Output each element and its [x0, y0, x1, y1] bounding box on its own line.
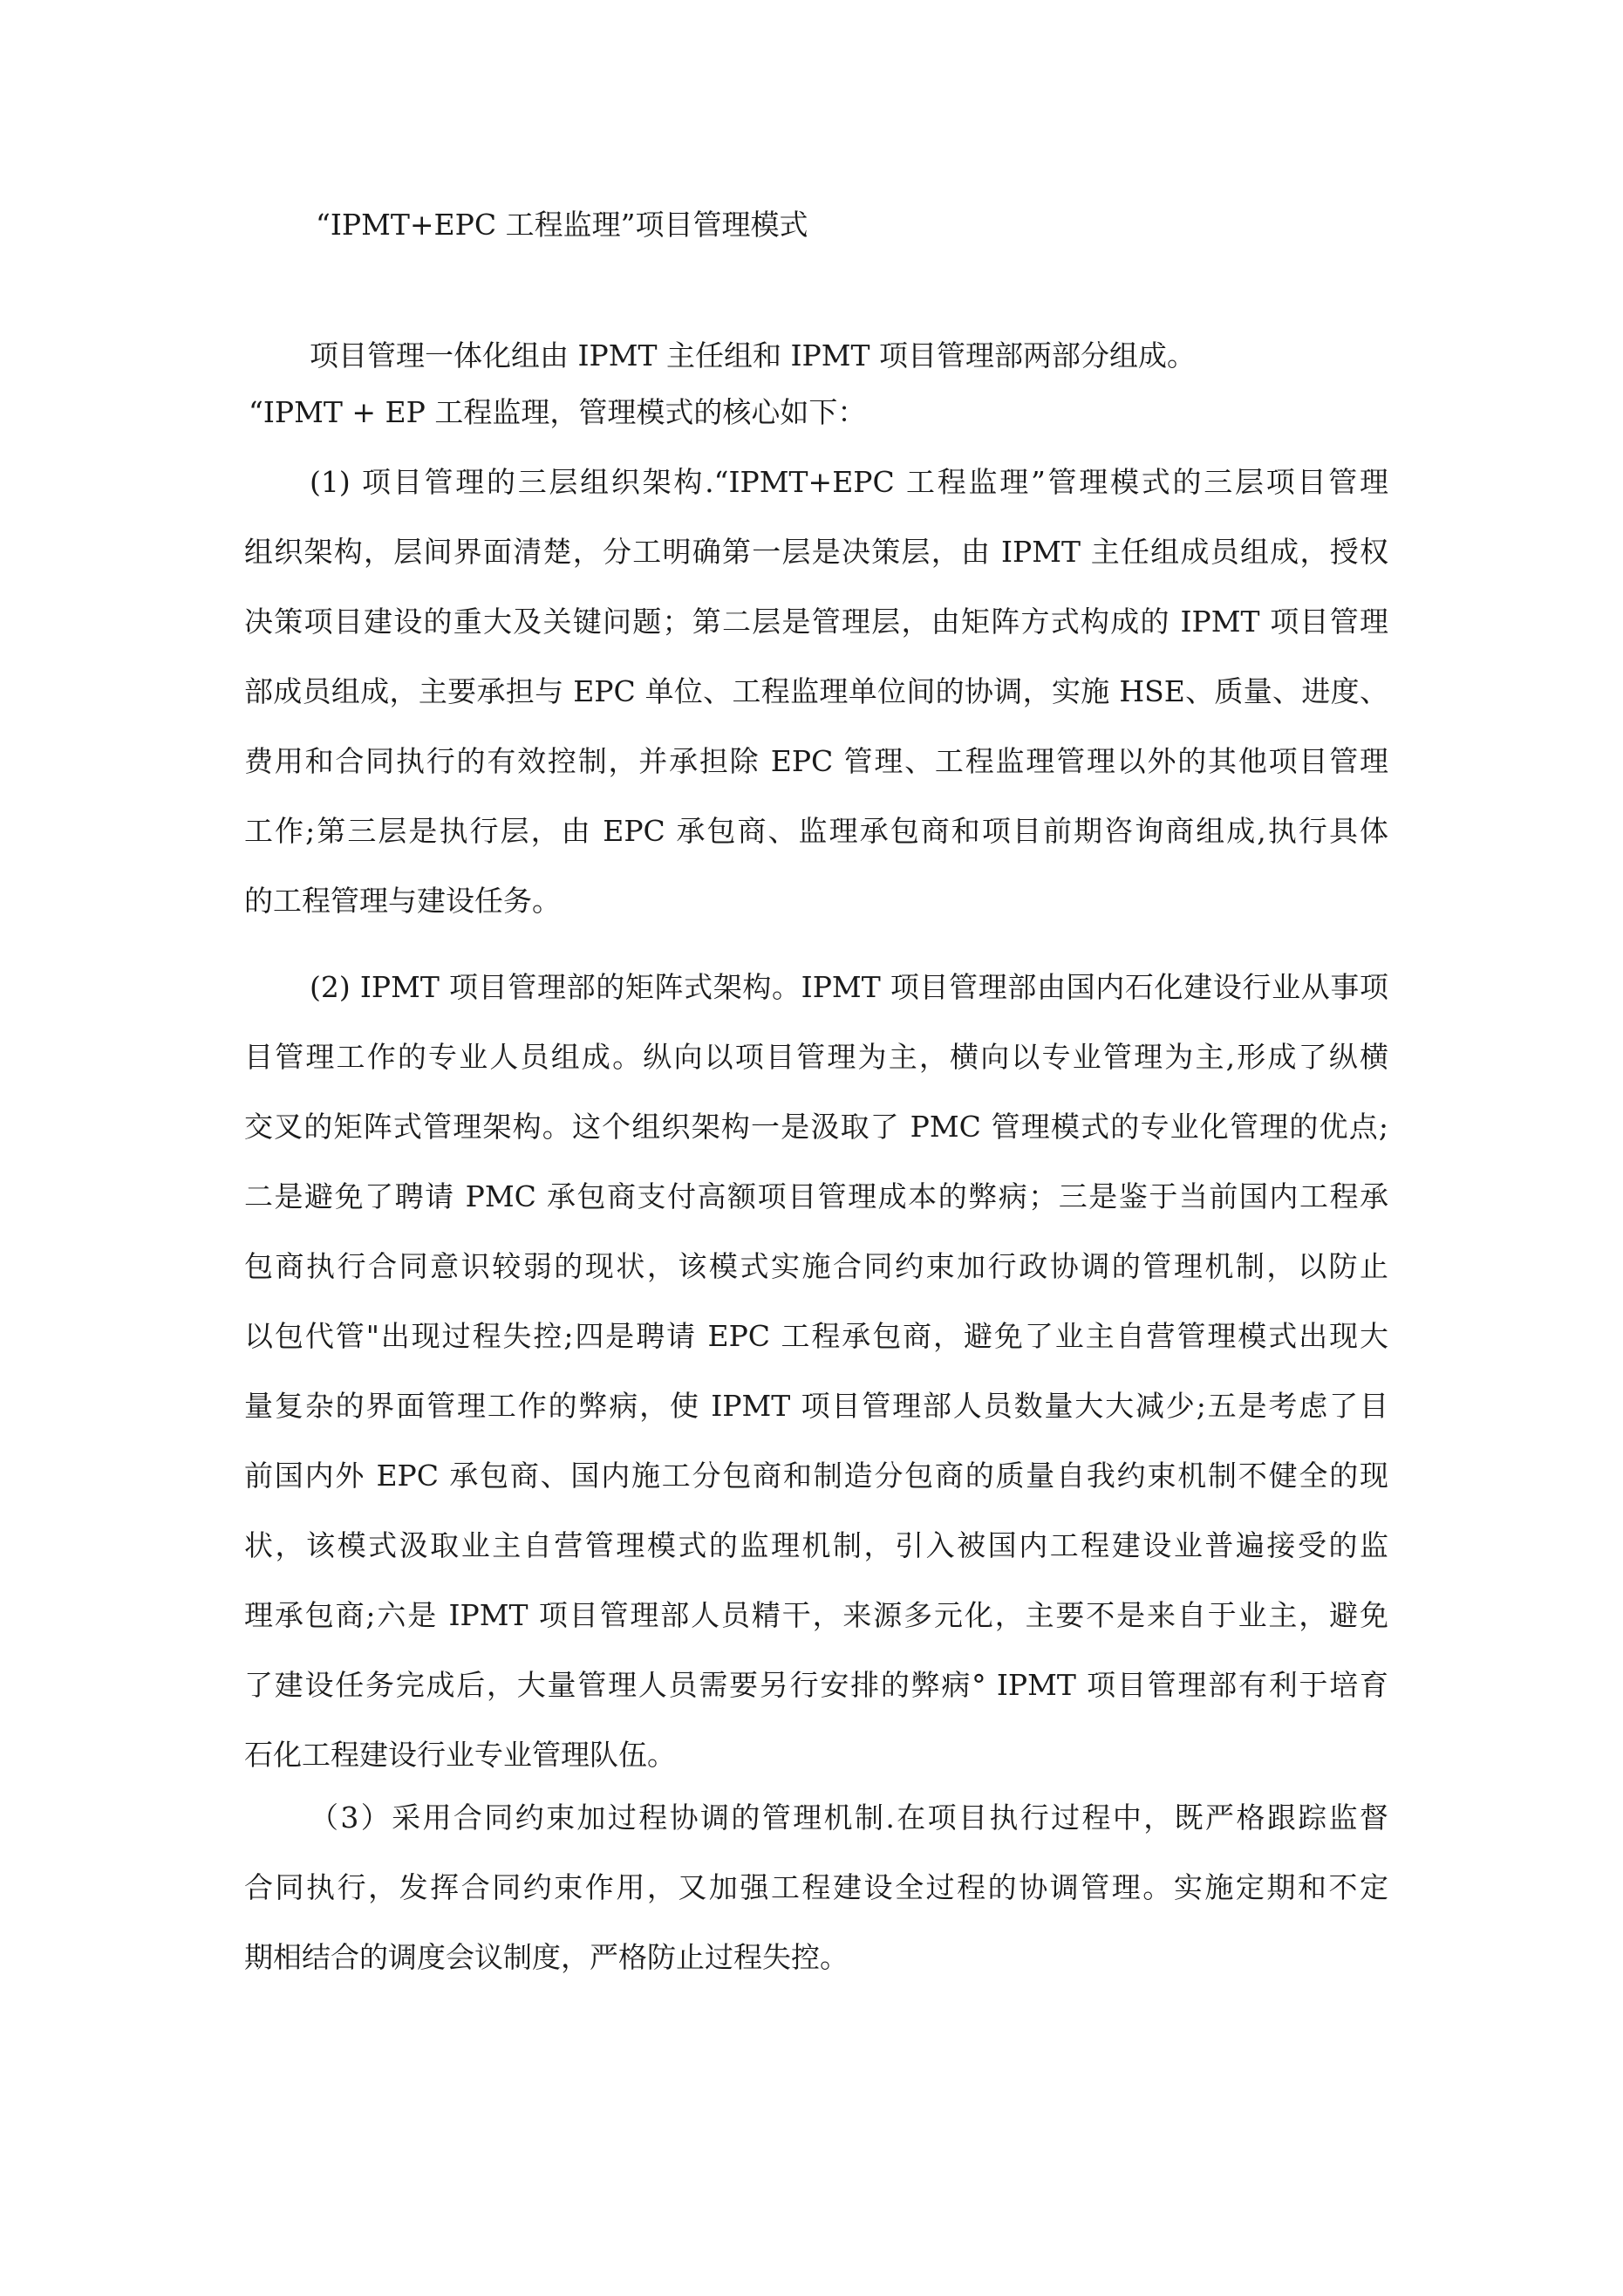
section-2-line: 前国内外 EPC 承包商、国内施工分包商和制造分包商的质量自我约束机制不健全的现	[244, 1459, 1388, 1493]
intro-line-1: 项目管理一体化组由 IPMT 主任组和 IPMT 项目管理部两部分组成。	[310, 338, 1197, 372]
section-1-line: 工作;第三层是执行层，由 EPC 承包商、监理承包商和项目前期咨询商组成,执行具体	[244, 814, 1388, 848]
section-2-line: 二是避免了聘请 PMC 承包商支付高额项目管理成本的弊病；三是鉴于当前国内工程承	[244, 1179, 1388, 1213]
section-1-line: 费用和合同执行的有效控制，并承担除 EPC 管理、工程监理管理以外的其他项目管理	[244, 744, 1388, 778]
section-2-line: 了建设任务完成后，大量管理人员需要另行安排的弊病° IPMT 项目管理部有利于培育	[244, 1668, 1388, 1702]
section-2-paragraph	[244, 953, 1388, 1790]
section-2-line: 状，该模式汲取业主自营管理模式的监理机制，引入被国内工程建设业普遍接受的监	[244, 1528, 1388, 1562]
section-1-line: (1) 项目管理的三层组织架构.“IPMT+EPC 工程监理”管理模式的三层项目管理	[310, 465, 1388, 499]
section-3-paragraph	[244, 1783, 1388, 1992]
section-1-line: 的工程管理与建设任务。	[244, 884, 561, 918]
document-title: “IPMT+EPC 工程监理”项目管理模式	[316, 208, 808, 242]
section-3-line: （3）采用合同约束加过程协调的管理机制.在项目执行过程中，既严格跟踪监督	[310, 1801, 1388, 1835]
section-2-line: 包商执行合同意识较弱的现状，该模式实施合同约束加行政协调的管理机制，以防止	[244, 1249, 1388, 1283]
section-3-line: 合同执行，发挥合同约束作用，又加强工程建设全过程的协调管理。实施定期和不定	[244, 1870, 1388, 1904]
section-1-paragraph	[244, 448, 1388, 936]
intro-line-2: “IPMT + EP 工程监理，管理模式的核心如下：	[249, 395, 867, 429]
section-2-line: 目管理工作的专业人员组成。纵向以项目管理为主，横向以专业管理为主,形成了纵横	[244, 1040, 1388, 1074]
section-3-line: 期相结合的调度会议制度，严格防止过程失控。	[244, 1940, 849, 1974]
section-1-line: 决策项目建设的重大及关键问题；第二层是管理层，由矩阵方式构成的 IPMT 项目管理	[244, 605, 1388, 639]
section-2-line: (2) IPMT 项目管理部的矩阵式架构。IPMT 项目管理部由国内石化建设行业从事项	[310, 970, 1388, 1004]
section-2-line: 石化工程建设行业专业管理队伍。	[244, 1738, 676, 1772]
section-2-line: 量复杂的界面管理工作的弊病，使 IPMT 项目管理部人员数量大大减少;五是考虑了目	[244, 1389, 1388, 1423]
section-1-line: 组织架构，层间界面清楚，分工明确第一层是决策层，由 IPMT 主任组成员组成，授权	[244, 535, 1388, 569]
section-2-line: 理承包商;六是 IPMT 项目管理部人员精干，来源多元化，主要不是来自于业主，避免	[244, 1598, 1388, 1632]
section-1-line: 部成员组成，主要承担与 EPC 单位、工程监理单位间的协调，实施 HSE、质量、进度、	[244, 674, 1388, 708]
section-2-line: 交叉的矩阵式管理架构。这个组织架构一是汲取了 PMC 管理模式的专业化管理的优点;	[244, 1110, 1388, 1144]
section-2-line: 以包代管"出现过程失控;四是聘请 EPC 工程承包商，避免了业主自营管理模式出现大	[244, 1319, 1388, 1353]
